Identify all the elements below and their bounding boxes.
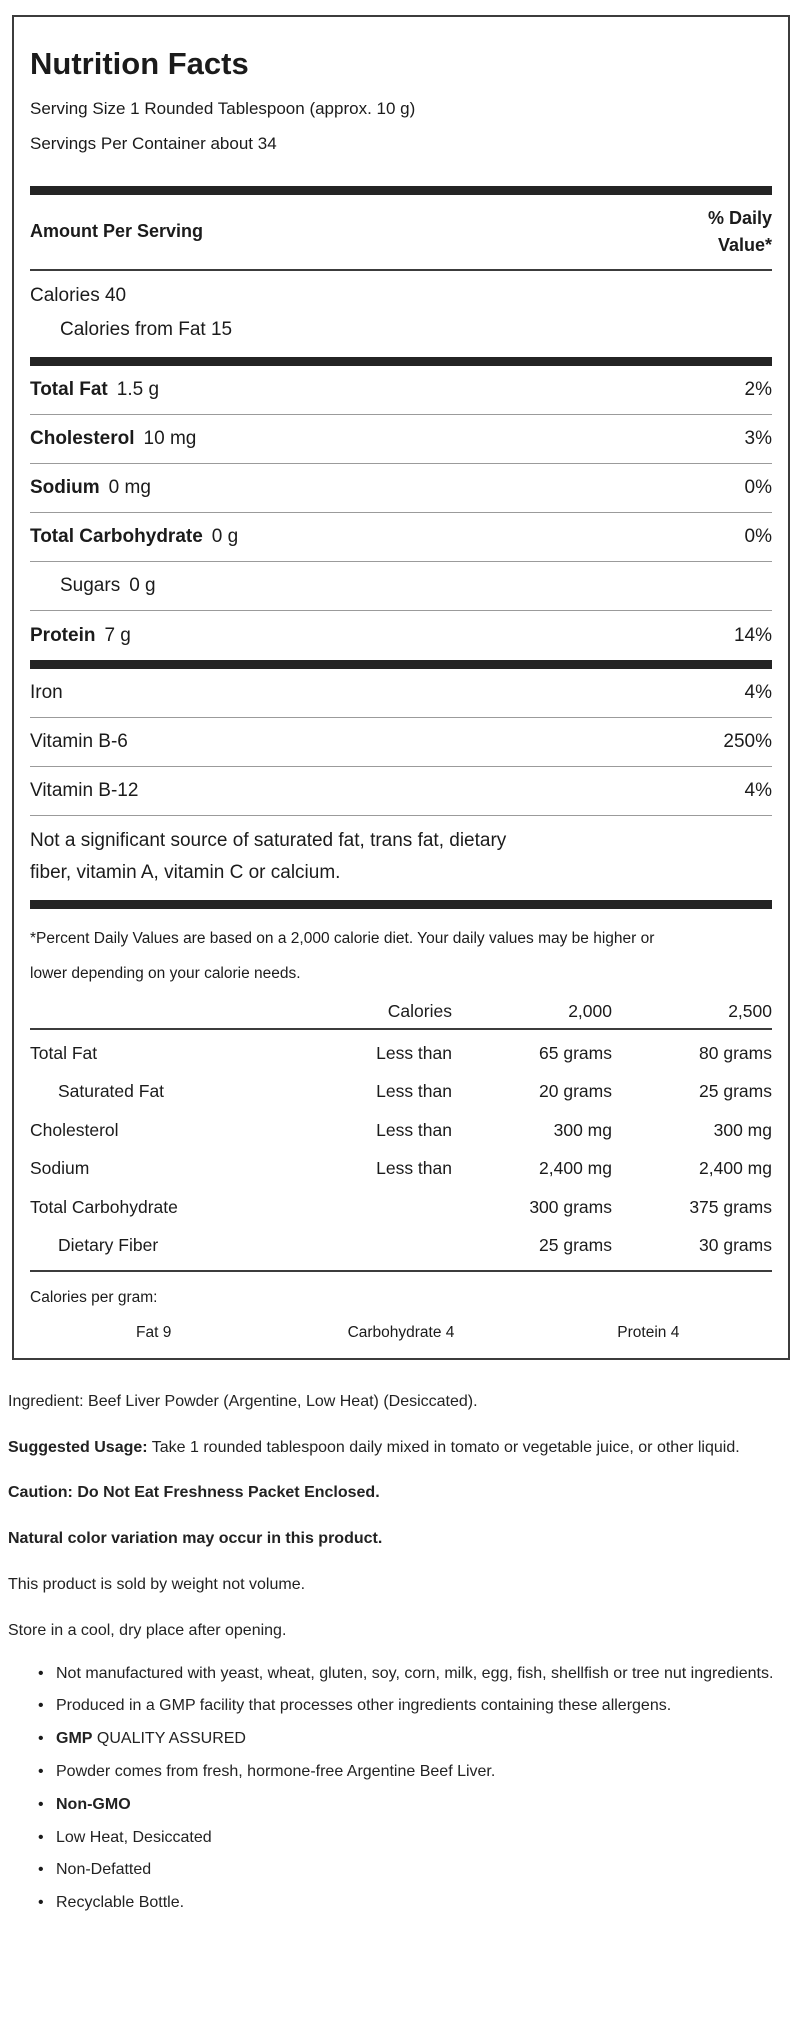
daily-values-footnote: *Percent Daily Values are based on a 2,000 calorie diet. Your daily values may be higher or lower depending on your calorie needs. [30,929,655,982]
nutrient-daily-value: 14% [733,624,772,646]
servings-per-container: Servings Per Container about 34 [30,134,277,154]
nutrient-daily-value: 3% [744,428,772,450]
row-value-2500: 25 grams [699,1081,772,1102]
nutrient-daily-value: 0% [744,526,772,548]
nutrient-name: Total Fat [30,379,108,401]
list-item: • Not manufactured with yeast, wheat, gluten, soy, corn, milk, egg, fish, shellfish or tree nut ingredients. [56,1662,776,1687]
product-feature-list [8,1662,792,1916]
suggested-usage [8,1430,768,1467]
row-value-2500: 30 grams [699,1235,772,1256]
nutrient-rows [30,366,772,660]
nutrient-row-total-fat [30,366,772,415]
row-name: Total Fat [30,1042,98,1063]
nutrient-name: Sodium [30,477,100,499]
vitamin-name: Vitamin B-6 [30,731,128,753]
nutrient-amount: 7 g [104,624,131,646]
col-header-2500: 2,500 [728,1000,772,1021]
col-header-calories: Calories [387,1000,452,1021]
nutrient-row-protein [30,611,772,660]
row-qualifier: Less than [376,1042,452,1063]
row-name: Dietary Fiber [58,1235,159,1256]
list-item: • Produced in a GMP facility that processes other ingredients containing these allergens. [56,1694,776,1719]
calories-per-gram-fat: Fat 9 [136,1323,172,1341]
row-value-2000: 25 grams [539,1235,612,1256]
nutrient-row-sugars [30,562,772,611]
nutrition-facts-label [12,15,790,1360]
thick-divider-bar [30,900,772,909]
row-qualifier: Less than [376,1158,452,1179]
row-qualifier [280,1226,452,1265]
row-value-2000: 65 grams [539,1042,612,1063]
vitamin-row-b6 [30,718,772,767]
nutrient-row-cholesterol [30,415,772,464]
row-qualifier: Less than [376,1119,452,1140]
vitamin-row-b12 [30,767,772,816]
row-value-2500: 300 mg [713,1119,772,1140]
vitamin-daily-value: 4% [744,682,772,704]
row-value-2000: 20 grams [539,1081,612,1102]
product-details [8,1384,792,1916]
list-item: • GMP QUALITY ASSURED [56,1727,776,1752]
suggested-usage-label: Suggested Usage: [8,1438,148,1456]
natural-color-statement: Natural color variation may occur in this product. [8,1530,383,1548]
vitamin-name: Iron [30,682,63,704]
suggested-usage-text: Take 1 rounded tablespoon daily mixed in tomato or vegetable juice, or other liquid. [147,1438,740,1456]
serving-size: Serving Size 1 Rounded Tablespoon (approx. 10 g) [30,99,416,119]
nutrient-amount: 0 g [211,526,239,548]
table-row [30,1072,772,1111]
vitamin-daily-value: 4% [744,780,772,802]
col-header-2000: 2,000 [568,1000,612,1021]
calories-per-gram-protein: Protein 4 [617,1323,680,1341]
list-item: • Non-GMO [56,1793,776,1818]
ingredient-statement: Ingredient: Beef Liver Powder (Argentine, Low Heat) (Desiccated). [8,1392,478,1410]
row-name: Sodium [30,1158,90,1179]
list-item: • Non-Defatted [56,1858,776,1883]
row-qualifier [280,1188,452,1227]
thick-divider-bar [30,186,772,195]
amount-per-serving-label: Amount Per Serving [30,221,204,242]
table-row [30,1034,772,1073]
row-name: Saturated Fat [58,1081,165,1102]
nutrient-amount: 10 mg [143,428,197,450]
calories-per-gram-carbohydrate: Carbohydrate 4 [347,1323,455,1341]
row-value-2000: 300 grams [529,1196,612,1217]
nutrient-name: Protein [30,624,96,646]
daily-values-table-body [30,1030,772,1272]
table-row [30,1111,772,1150]
nutrient-daily-value: 2% [744,379,772,401]
row-value-2000: 300 mg [553,1119,612,1140]
storage-statement: Store in a cool, dry place after opening. [8,1621,287,1639]
daily-value-header-line1: % Daily [707,207,772,228]
calories-value: Calories 40 [30,284,127,306]
sold-by-weight-statement: This product is sold by weight not volume. [8,1575,306,1593]
nutrient-name: Sugars [60,575,121,597]
row-name: Total Carbohydrate [30,1196,178,1217]
daily-value-header-line2: Value* [717,234,772,255]
table-row [30,1188,772,1227]
nutrient-row-total-carbohydrate [30,513,772,562]
daily-values-table [30,997,772,1272]
calories-per-gram-values [30,1324,772,1342]
daily-value-header [708,205,772,259]
nutrient-row-sodium [30,464,772,513]
caution-statement: Caution: Do Not Eat Freshness Packet Enclosed. [8,1484,380,1502]
calories-from-fat: Calories from Fat 15 [60,319,233,341]
vitamin-name: Vitamin B-12 [30,780,139,802]
label-title: Nutrition Facts [30,46,249,81]
nutrient-amount: 0 g [129,575,156,597]
table-row [30,1149,772,1188]
vitamin-daily-value: 250% [723,731,772,753]
list-item: • Powder comes from fresh, hormone-free Argentine Beef Liver. [56,1760,776,1785]
daily-values-table-header [30,997,772,1030]
vitamin-row-iron [30,669,772,718]
table-row [30,1226,772,1265]
nutrient-name: Cholesterol [30,428,135,450]
calories-per-gram-label: Calories per gram: [30,1288,158,1306]
amount-per-serving-header [30,195,772,271]
nutrient-amount: 1.5 g [116,379,160,401]
nutrient-daily-value: 0% [744,477,772,499]
calories-block [30,271,772,357]
row-value-2500: 375 grams [689,1196,772,1217]
nutrient-amount: 0 mg [108,477,151,499]
row-value-2500: 2,400 mg [699,1158,772,1179]
not-significant-source-note: Not a significant source of saturated fat, trans fat, dietary fiber, vitamin A, vitamin C or calcium. [30,830,507,883]
thick-divider-bar [30,660,772,669]
list-item: • Recyclable Bottle. [56,1891,776,1916]
row-name: Cholesterol [30,1119,119,1140]
row-qualifier: Less than [376,1081,452,1102]
nutrient-name: Total Carbohydrate [30,526,203,548]
vitamin-rows [30,669,772,816]
thick-divider-bar [30,357,772,366]
row-value-2000: 2,400 mg [539,1158,612,1179]
list-item: • Low Heat, Desiccated [56,1826,776,1851]
row-value-2500: 80 grams [699,1042,772,1063]
